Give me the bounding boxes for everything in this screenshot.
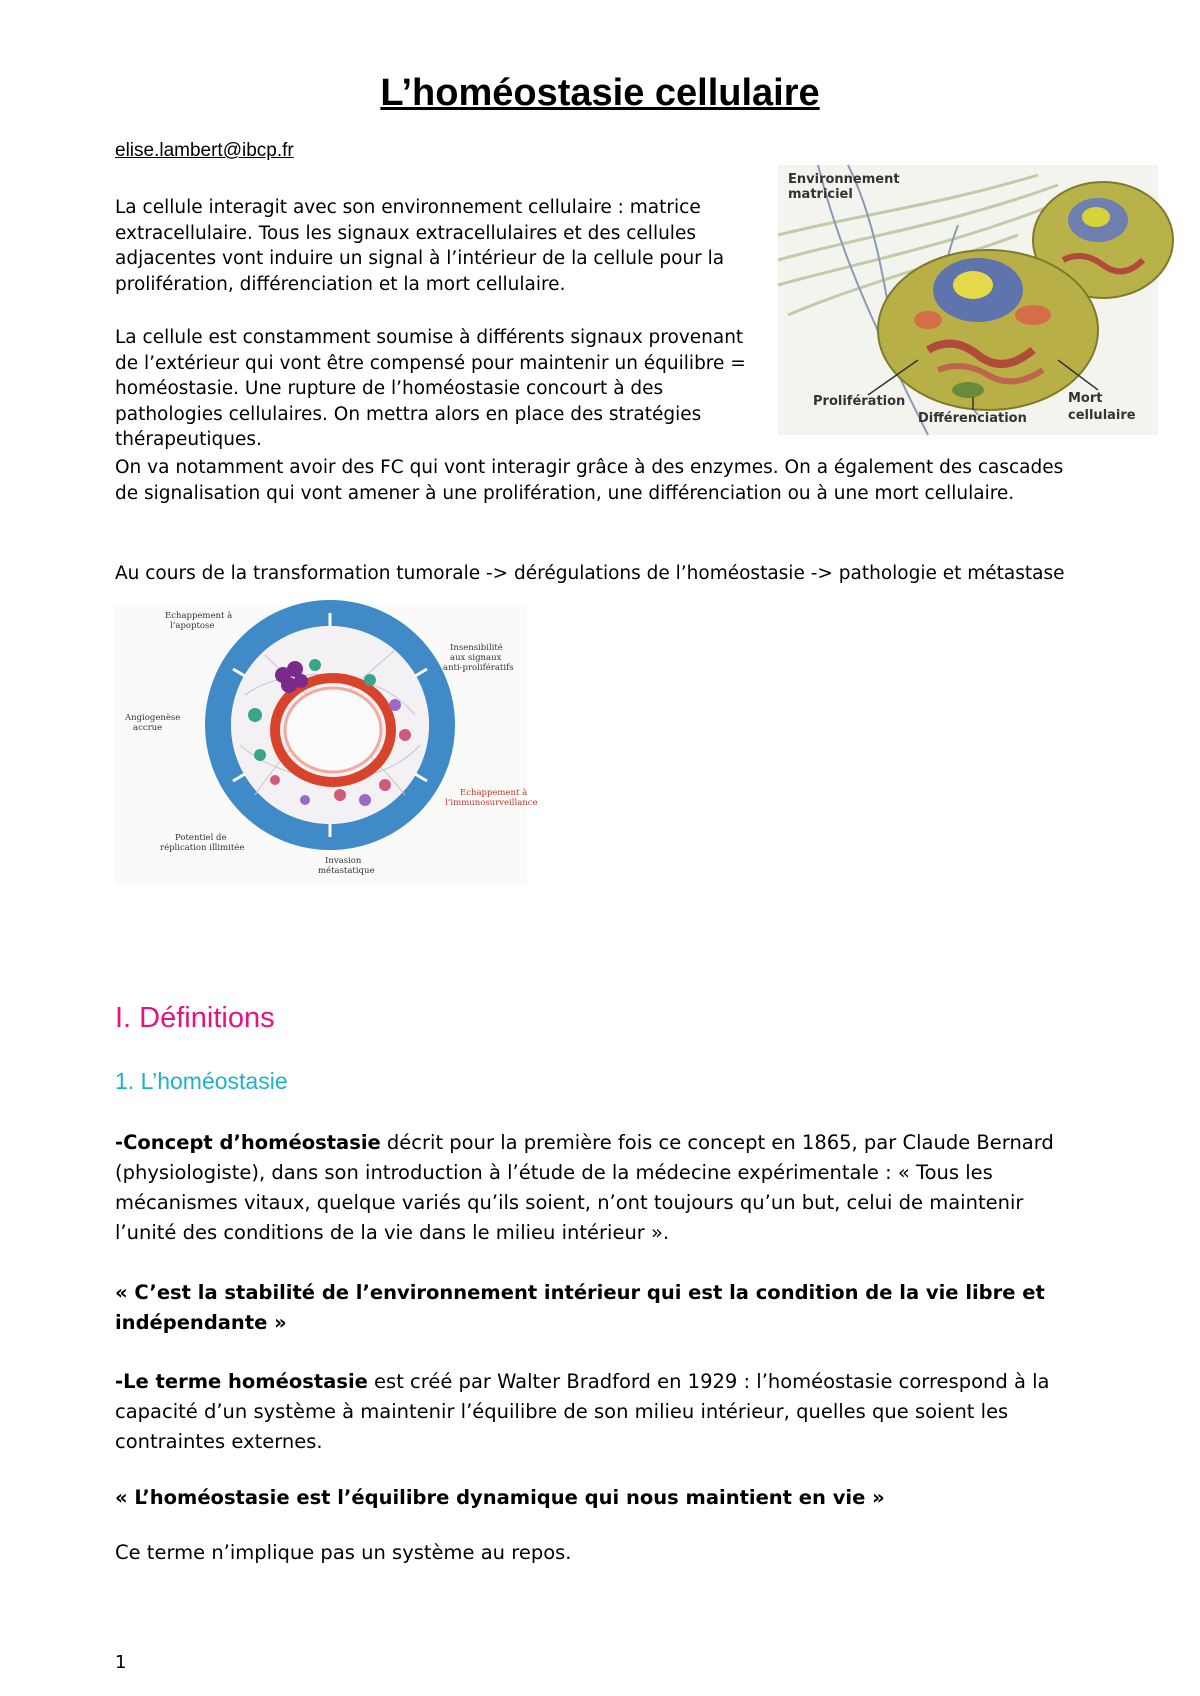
fig2-label-insensibilite-1: Insensibilité: [450, 643, 503, 653]
quote-homeostasie: « L’homéostasie est l’équilibre dynamique qui nous maintient en vie »: [115, 1486, 885, 1509]
intro-paragraph-3: On va notamment avoir des FC qui vont interagir grâce à des enzymes. On a également des cascades de signalisation qui vont amener à une prolifération, une différenciation ou à une mort cellulaire.: [115, 457, 1064, 504]
concept-paragraph: [115, 1128, 1075, 1248]
fig2-label-apoptose-1: Echappement à: [165, 611, 233, 621]
fig2-label-insensibilite-2: aux signaux: [450, 653, 502, 663]
fig1-label-cellulaire: cellulaire: [1068, 408, 1136, 423]
fig2-label-angiogenese-2: accrue: [133, 723, 163, 733]
subsection-heading-homeostasie: 1. L’homéostasie: [115, 1068, 288, 1094]
author-email-link[interactable]: elise.lambert@ibcp.fr: [115, 140, 294, 161]
quote-claude-bernard: « C’est la stabilité de l’environnement intérieur qui est la condition de la vie libre et indépendante »: [115, 1281, 1045, 1334]
fig2-label-apoptose-2: l’apoptose: [170, 621, 215, 631]
fig2-label-invasion-1: Invasion: [325, 856, 362, 866]
terme-term: -Le terme homéostasie: [115, 1370, 368, 1393]
fig1-label-differenciation: Différenciation: [918, 411, 1027, 426]
concept-term: -Concept d’homéostasie: [115, 1131, 381, 1154]
closing-sentence: Ce terme n’implique pas un système au repos.: [115, 1541, 572, 1564]
fig2-label-insensibilite-3: anti-prolifératifs: [443, 663, 514, 673]
intro-paragraph-2: La cellule est constamment soumise à différents signaux provenant de l’extérieur qui vont être compensé pour maintenir un équilibre = homéostasie. Une rupture de l’homéostasie concourt à des pathologies cellulaires. On mettra alors en place des stratégies thérapeutiques.: [115, 327, 746, 450]
document-title: L’homéostasie cellulaire: [380, 72, 820, 114]
fig1-label-env: Environnement: [788, 172, 900, 187]
fig2-label-replication-1: Potentiel de: [175, 833, 227, 843]
fig2-label-replication-2: réplication illimitée: [160, 843, 245, 853]
fig1-label-proliferation: Prolifération: [813, 394, 906, 409]
section-heading-definitions: I. Définitions: [115, 1002, 275, 1034]
page-number: 1: [115, 1652, 127, 1673]
terme-paragraph: [115, 1367, 1075, 1457]
fig2-label-invasion-2: métastatique: [318, 866, 375, 876]
intro-paragraph-1: La cellule interagit avec son environnement cellulaire : matrice extracellulaire. Tous les signaux extracellulaires et des cellules adjacentes vont induire un signal à l’intérieur de la cellule pour la prolifération, différenciation et la mort cellulaire.: [115, 197, 725, 295]
fig1-label-mort: Mort: [1068, 391, 1103, 406]
cell-environment-figure: [778, 165, 1158, 435]
fig1-label-matriciel: matriciel: [788, 187, 853, 202]
cancer-hallmarks-figure: [115, 605, 538, 885]
terme-text: est créé par Walter Bradford en 1929 : l’homéostasie correspond à la capacité d’un système à maintenir l’équilibre de son milieu intérieur, quelles que soient les contraintes externes.: [115, 1370, 1050, 1453]
concept-text: décrit pour la première fois ce concept en 1865, par Claude Bernard (physiologiste), dans son introduction à l’étude de la médecine expérimentale : « Tous les mécanismes vitaux, quelque variés qu’ils soient, n’ont toujours qu’un but, celui de maintenir l’unité des conditions de la vie dans le milieu intérieur ».: [115, 1131, 1054, 1244]
fig2-label-angiogenese-1: Angiogenèse: [125, 713, 181, 723]
fig2-label-immuno-2: l’immunosurveillance: [445, 798, 538, 808]
intro-paragraph-4: Au cours de la transformation tumorale -> dérégulations de l’homéostasie -> pathologie et métastase: [115, 563, 1065, 584]
fig2-label-immuno-1: Echappement à: [460, 788, 528, 798]
